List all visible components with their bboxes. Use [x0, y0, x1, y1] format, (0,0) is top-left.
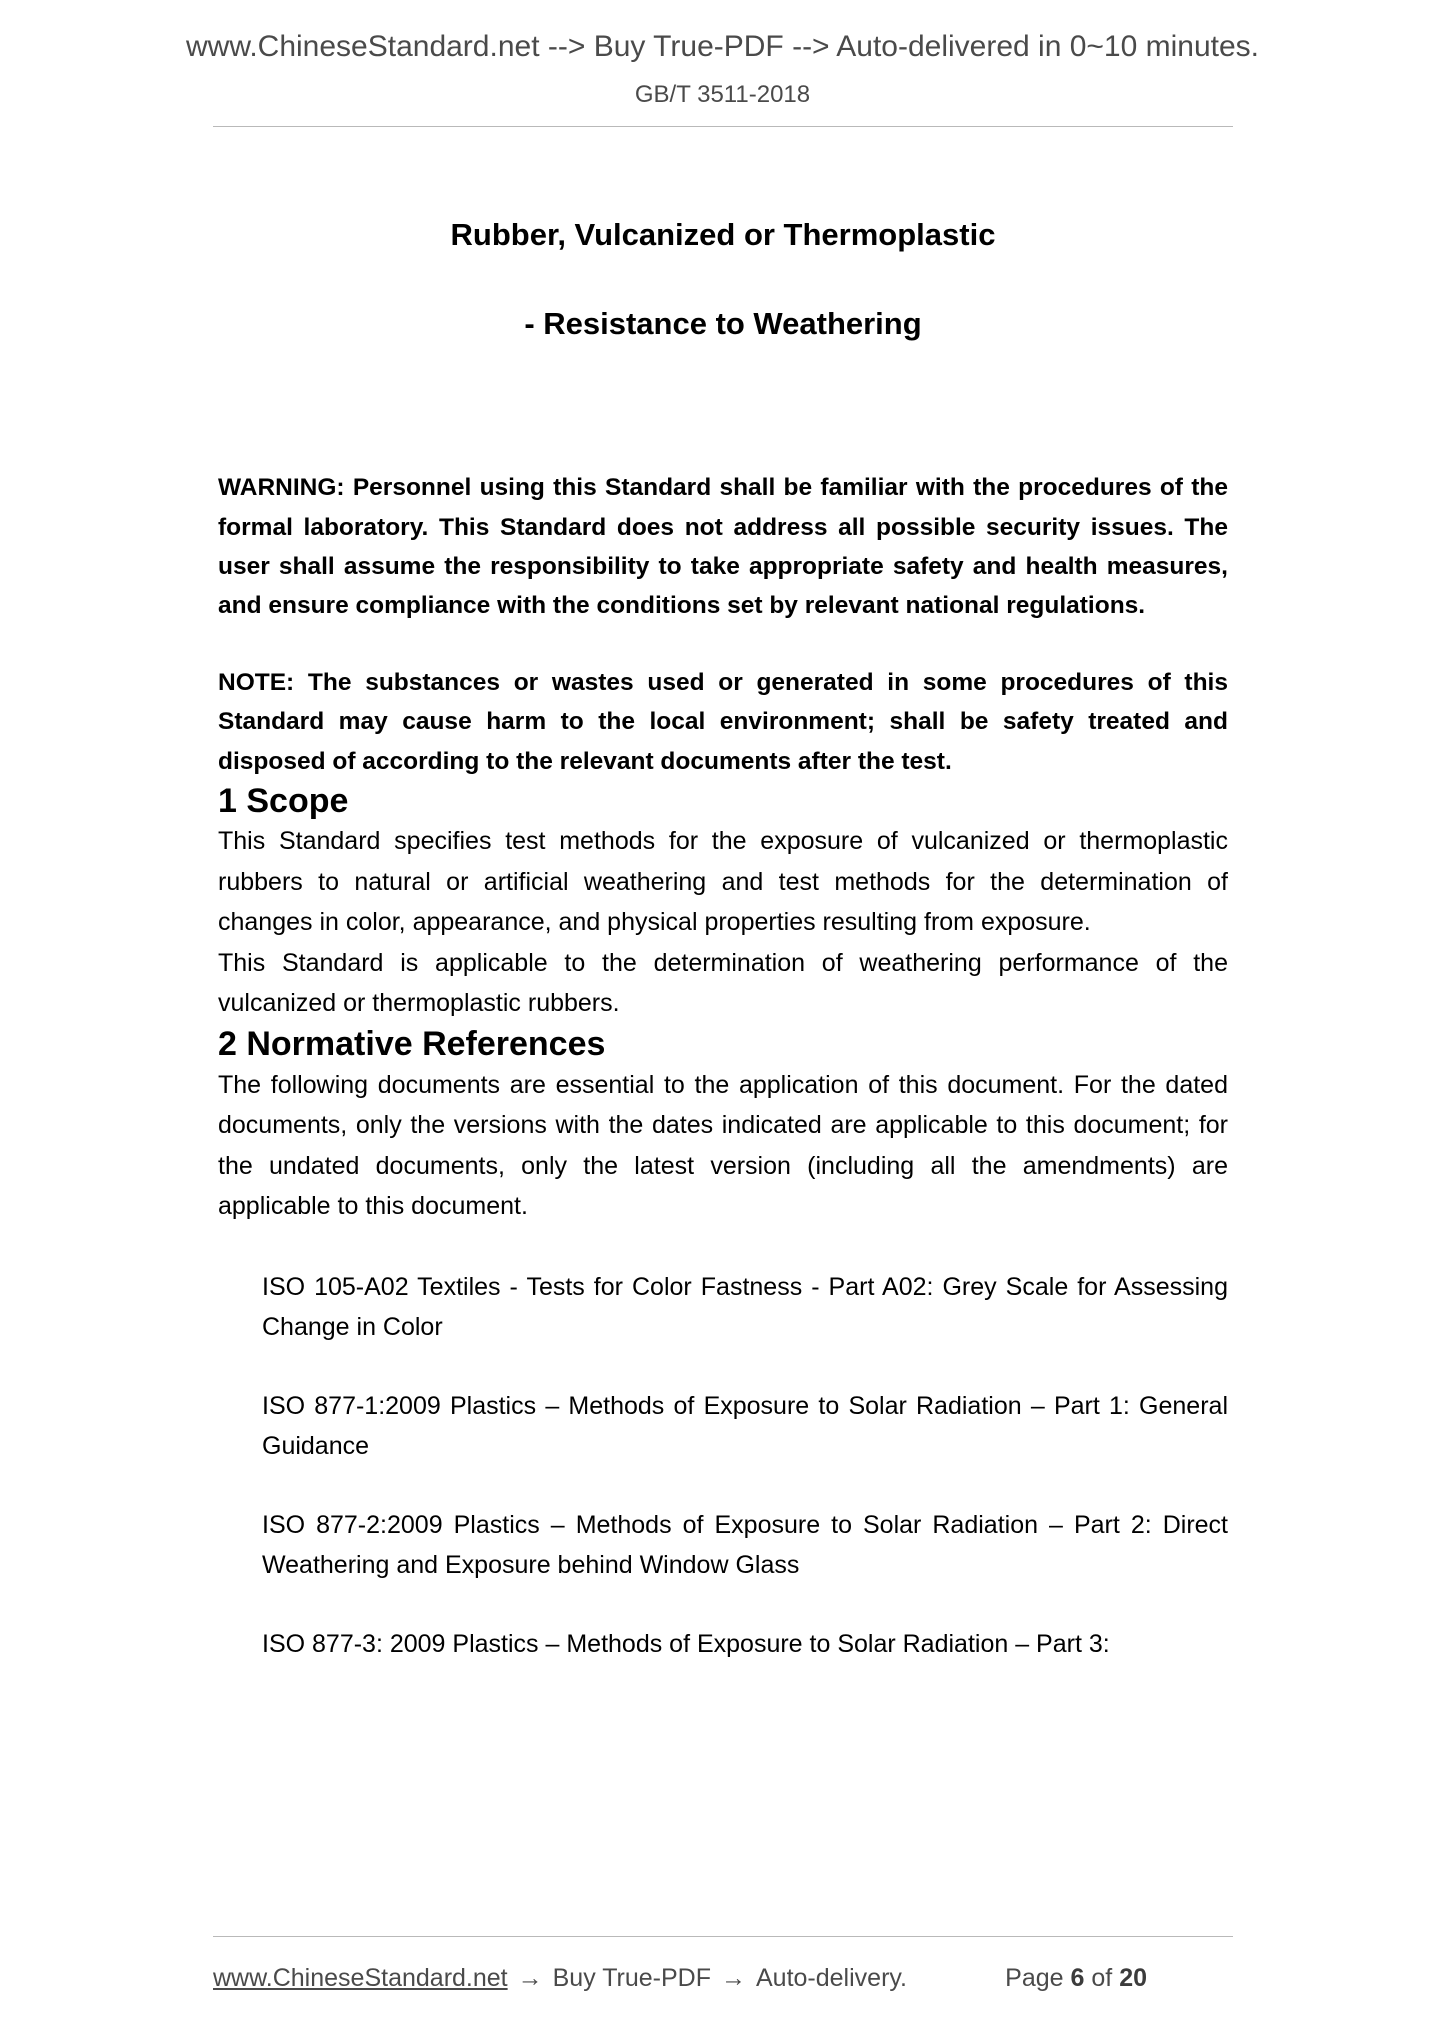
- scope-paragraph-1: This Standard specifies test methods for the exposure of vulcanized or thermoplastic rubbers to natural or artificial weathering and test methods for the determination of changes in color, appearance, and physical properties resulting from exposure.: [218, 827, 1228, 937]
- page-number: 6: [1070, 1964, 1085, 1992]
- scope-paragraph-2: This Standard is applicable to the determination of weathering performance of the vulcanized or thermoplastic rubbers.: [218, 948, 1228, 1018]
- page-indicator: [1005, 1964, 1233, 1993]
- header-standard-number: GB/T 3511-2018: [634, 81, 811, 108]
- arrow-right-icon: →: [517, 1964, 543, 1992]
- document-title-line-2: - Resistance to Weathering: [524, 306, 922, 342]
- normative-references-intro: The following documents are essential to the application of this document. For the dated documents, only the versions with the dates indicated are applicable to this document; for the undated documents, only the latest version (including all the amendments) are applicable to this document.: [218, 1070, 1228, 1221]
- warning-paragraph: WARNING: Personnel using this Standard shall be familiar with the procedures of the formal laboratory. This Standard does not address all possible security issues. The user shall assume the responsibility to take appropriate safety and health measures, and ensure compliance with the conditions set by relevant national regulations.: [218, 474, 1228, 619]
- reference-item: ISO 877-1:2009 Plastics – Methods of Exposure to Solar Radiation – Part 1: General Guidance: [262, 1391, 1228, 1461]
- arrow-right-icon: →: [721, 1964, 746, 1992]
- page-footer: [0, 1884, 1445, 2044]
- section-heading-scope: 1 Scope: [218, 781, 349, 820]
- header-promo-text: www.ChineseStandard.net --> Buy True-PDF --> Auto-delivered in 0~10 minutes.: [185, 30, 1260, 63]
- footer-row: [213, 1964, 1233, 1993]
- footer-buy-label: Buy True-PDF: [552, 1964, 711, 1992]
- footer-promo: [213, 1964, 907, 1993]
- note-paragraph: NOTE: The substances or wastes used or generated in some procedures of this Standard may cause harm to the local environment; shall be safety treated and disposed of according to the relevant documents after the test.: [218, 669, 1228, 775]
- of-word: of: [1091, 1964, 1113, 1992]
- document-title-line-1: Rubber, Vulcanized or Thermoplastic: [450, 217, 996, 252]
- header-divider: [213, 126, 1233, 127]
- normative-references-list: [218, 1267, 1228, 1665]
- document-content: [218, 196, 1228, 1664]
- page-header: [0, 0, 1445, 127]
- reference-item: ISO 105-A02 Textiles - Tests for Color Fastness - Part A02: Grey Scale for Assessing Change in Color: [262, 1272, 1228, 1342]
- page-word: Page: [1005, 1964, 1064, 1992]
- footer-delivery-label: Auto-delivery.: [756, 1964, 907, 1992]
- footer-divider: [213, 1936, 1233, 1937]
- reference-item: ISO 877-3: 2009 Plastics – Methods of Exposure to Solar Radiation – Part 3:: [262, 1629, 1110, 1658]
- section-heading-normative-references: 2 Normative References: [218, 1024, 606, 1063]
- footer-site-link[interactable]: www.ChineseStandard.net: [213, 1964, 508, 1992]
- total-pages: 20: [1119, 1964, 1147, 1992]
- reference-item: ISO 877-2:2009 Plastics – Methods of Exposure to Solar Radiation – Part 2: Direct Weathering and Exposure behind Window Glass: [262, 1510, 1228, 1580]
